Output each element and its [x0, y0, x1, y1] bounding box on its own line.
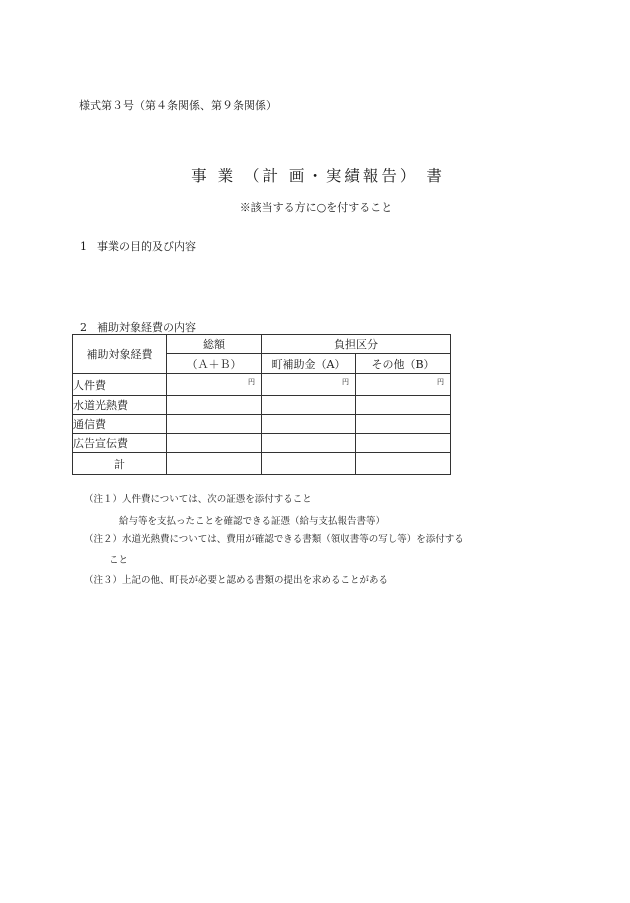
table-header-row: [73, 335, 451, 354]
total-amount-cell[interactable]: [167, 374, 262, 396]
row-label: 通信費: [73, 415, 167, 434]
town-subsidy-cell[interactable]: [262, 374, 356, 396]
town-subsidy-cell[interactable]: [262, 396, 356, 415]
town-subsidy-cell[interactable]: [262, 415, 356, 434]
table-row: [73, 415, 451, 434]
note-3: （注３）上記の他、町長が必要と認める書類の提出を求めることがある: [84, 575, 389, 586]
section-expenses-heading: [80, 319, 196, 335]
row-label: 水道光熱費: [73, 396, 167, 415]
header-burden: 負担区分: [262, 335, 451, 354]
other-amount-cell[interactable]: [356, 453, 451, 475]
section-number: 1: [80, 240, 87, 253]
total-amount-cell[interactable]: [167, 396, 262, 415]
town-subsidy-cell[interactable]: [262, 434, 356, 453]
yen-unit: 円: [248, 378, 255, 386]
row-label: 広告宣伝費: [73, 434, 167, 453]
total-amount-cell[interactable]: [167, 415, 262, 434]
yen-unit: 円: [342, 378, 349, 386]
note-2: （注２）水道光熱費については、費用が確認できる書類（領収書等の写し等）を添付する: [84, 534, 464, 545]
table-row: [73, 374, 451, 396]
other-amount-cell[interactable]: [356, 396, 451, 415]
section-number: 2: [80, 321, 87, 334]
other-amount-cell[interactable]: [356, 434, 451, 453]
note-2-continuation: こと: [109, 555, 129, 566]
other-amount-cell[interactable]: [356, 415, 451, 434]
header-total: 総額: [167, 335, 262, 354]
table-row: [73, 396, 451, 415]
note-1: （注１）人件費については、次の証憑を添付すること: [84, 494, 312, 505]
header-other: その他（B）: [356, 354, 451, 374]
row-label-total: 計: [73, 453, 167, 475]
town-subsidy-cell[interactable]: [262, 453, 356, 475]
note-1-detail: 給与等を支払ったことを確認できる証憑（給与支払報告書等）: [119, 516, 386, 527]
form-number: 様式第３号（第４条関係、第９条関係）: [79, 99, 277, 112]
header-category: 補助対象経費: [73, 335, 167, 374]
section-title: 補助対象経費の内容: [97, 321, 196, 334]
total-amount-cell[interactable]: [167, 453, 262, 475]
table-row: [73, 434, 451, 453]
section-title: 事業の目的及び内容: [97, 240, 196, 253]
row-label: 人件費: [73, 374, 167, 396]
total-amount-cell[interactable]: [167, 434, 262, 453]
section-purpose-heading: [80, 238, 196, 254]
expense-table: [72, 334, 451, 475]
header-total-formula: （Ａ＋Ｂ）: [167, 354, 262, 374]
document-title: 事 業 （計 画・実績報告） 書: [191, 167, 445, 185]
document-subtitle: ※該当する方に○を付すること: [239, 201, 393, 214]
table-total-row: [73, 453, 451, 475]
yen-unit: 円: [437, 378, 444, 386]
other-amount-cell[interactable]: [356, 374, 451, 396]
header-town-subsidy: 町補助金（A）: [262, 354, 356, 374]
